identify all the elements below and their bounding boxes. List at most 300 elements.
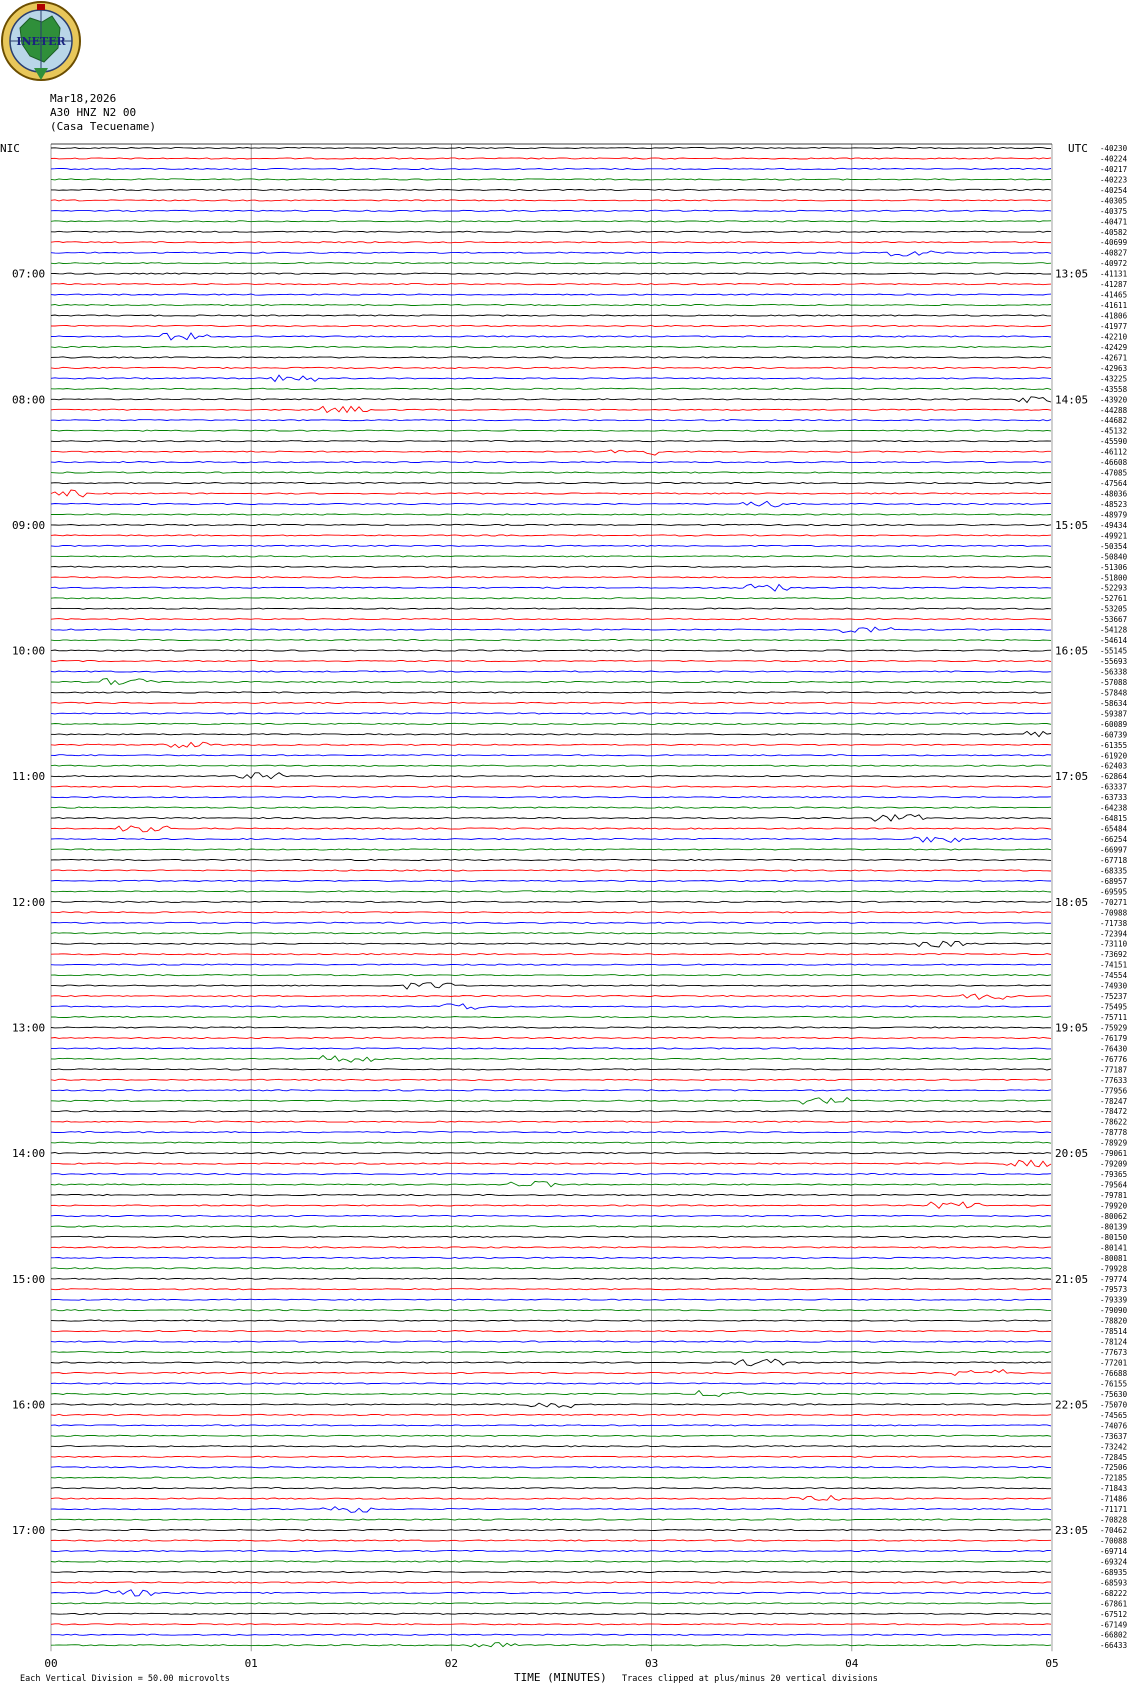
trace-offset-label: -45590 bbox=[1100, 437, 1128, 447]
trace-offset-label: -68957 bbox=[1100, 876, 1128, 886]
trace-row bbox=[51, 1582, 1051, 1583]
trace-row bbox=[51, 723, 1051, 724]
trace-row bbox=[51, 524, 1051, 525]
trace-offset-label: -75237 bbox=[1100, 992, 1128, 1002]
trace-offset-label: -78247 bbox=[1100, 1096, 1128, 1106]
trace-offset-label: -68593 bbox=[1100, 1578, 1128, 1588]
x-tick-label: 03 bbox=[644, 1657, 659, 1671]
trace-offset-label: -54614 bbox=[1100, 636, 1128, 646]
trace-row bbox=[51, 420, 1051, 421]
trace-row bbox=[51, 941, 1051, 947]
trace-row bbox=[51, 284, 1051, 285]
trace-row bbox=[51, 826, 1051, 832]
trace-row bbox=[51, 1257, 1051, 1258]
trace-row bbox=[51, 1467, 1051, 1468]
trace-row bbox=[51, 1331, 1051, 1332]
trace-offset-label: -41806 bbox=[1100, 311, 1128, 321]
trace-offset-label: -73110 bbox=[1100, 939, 1128, 949]
logo-text: INETER bbox=[16, 35, 66, 48]
trace-row bbox=[51, 514, 1051, 515]
right-timezone-label: UTC bbox=[1068, 142, 1088, 155]
trace-row bbox=[51, 263, 1051, 264]
x-tick-label: 01 bbox=[244, 1657, 258, 1671]
trace-offset-label: -50354 bbox=[1100, 541, 1128, 551]
trace-row bbox=[51, 954, 1051, 955]
trace-row bbox=[51, 556, 1051, 557]
trace-offset-label: -42671 bbox=[1100, 353, 1128, 363]
trace-offset-label: -48036 bbox=[1100, 489, 1128, 499]
trace-offset-label: -46608 bbox=[1100, 458, 1128, 468]
trace-offset-label: -74565 bbox=[1100, 1410, 1128, 1420]
trace-offset-label: -74151 bbox=[1100, 960, 1128, 970]
trace-row bbox=[51, 815, 1051, 822]
trace-row bbox=[51, 1226, 1051, 1227]
trace-row bbox=[51, 1435, 1051, 1436]
trace-offset-label: -60089 bbox=[1100, 719, 1128, 729]
trace-offset-label: -64238 bbox=[1100, 803, 1128, 813]
trace-row bbox=[51, 1268, 1051, 1269]
trace-offset-label: -68335 bbox=[1100, 866, 1128, 876]
trace-offset-label: -74554 bbox=[1100, 971, 1128, 981]
trace-offset-label: -40582 bbox=[1100, 227, 1128, 237]
trace-offset-label: -78472 bbox=[1100, 1107, 1128, 1117]
trace-offset-label: -55693 bbox=[1100, 657, 1128, 667]
trace-row bbox=[51, 1111, 1051, 1112]
trace-row bbox=[51, 1069, 1051, 1070]
trace-offset-label: -72845 bbox=[1100, 1452, 1128, 1462]
trace-row bbox=[51, 807, 1051, 808]
right-hour-label: 17:05 bbox=[1055, 770, 1089, 784]
left-hour-label: 08:00 bbox=[12, 393, 46, 407]
trace-offset-label: -77187 bbox=[1100, 1065, 1128, 1075]
trace-offset-label: -64815 bbox=[1100, 814, 1128, 824]
trace-offset-label: -72506 bbox=[1100, 1463, 1128, 1473]
trace-offset-label: -60739 bbox=[1100, 730, 1128, 740]
trace-offset-label: -41131 bbox=[1100, 269, 1128, 279]
trace-row bbox=[51, 1643, 1051, 1647]
right-hour-label: 13:05 bbox=[1055, 267, 1089, 281]
trace-row bbox=[51, 273, 1051, 274]
header-date: Mar18,2026 bbox=[50, 92, 117, 105]
trace-row bbox=[51, 1341, 1051, 1342]
trace-offset-label: -80081 bbox=[1100, 1253, 1128, 1263]
trace-row bbox=[51, 1507, 1051, 1513]
trace-row bbox=[51, 566, 1051, 567]
trace-row bbox=[51, 1561, 1051, 1562]
trace-row bbox=[51, 742, 1051, 748]
trace-offset-label: -54128 bbox=[1100, 625, 1128, 635]
left-hour-label: 09:00 bbox=[12, 518, 46, 532]
trace-offset-label: -70828 bbox=[1100, 1515, 1128, 1525]
trace-row bbox=[51, 1079, 1051, 1080]
trace-offset-label: -44288 bbox=[1100, 405, 1128, 415]
trace-row bbox=[51, 1174, 1051, 1175]
trace-offset-label: -80150 bbox=[1100, 1232, 1128, 1242]
trace-row bbox=[51, 200, 1051, 201]
trace-row bbox=[51, 1048, 1051, 1049]
footer-clip-note: Traces clipped at plus/minus 20 vertical divisions bbox=[622, 1674, 878, 1685]
trace-offset-label: -40224 bbox=[1100, 154, 1128, 164]
trace-offset-label: -63337 bbox=[1100, 782, 1128, 792]
trace-row bbox=[51, 837, 1051, 842]
trace-row bbox=[51, 462, 1051, 463]
trace-row bbox=[51, 1194, 1051, 1195]
trace-offset-label: -78929 bbox=[1100, 1138, 1128, 1148]
trace-offset-label: -40230 bbox=[1100, 144, 1128, 153]
trace-row bbox=[51, 1142, 1051, 1143]
trace-offset-label: -69324 bbox=[1100, 1557, 1128, 1567]
trace-offset-label: -45132 bbox=[1100, 426, 1128, 436]
trace-offset-label: -71171 bbox=[1100, 1505, 1128, 1515]
trace-row bbox=[51, 294, 1051, 295]
right-hour-label: 15:05 bbox=[1055, 518, 1089, 532]
trace-offset-label: -75495 bbox=[1100, 1002, 1128, 1012]
trace-offset-label: -79339 bbox=[1100, 1295, 1128, 1305]
trace-row bbox=[51, 994, 1051, 999]
trace-row bbox=[51, 1540, 1051, 1541]
trace-offset-label: -43225 bbox=[1100, 374, 1128, 384]
trace-row bbox=[51, 1160, 1051, 1166]
right-hour-label: 23:05 bbox=[1055, 1524, 1089, 1538]
trace-row bbox=[51, 1121, 1051, 1122]
trace-row bbox=[51, 1236, 1051, 1237]
trace-row bbox=[51, 1477, 1051, 1478]
trace-row bbox=[51, 333, 1051, 340]
x-tick-label: 00 bbox=[44, 1657, 58, 1671]
trace-row bbox=[51, 1352, 1051, 1353]
header-station: A30 HNZ N2 00 bbox=[50, 106, 137, 119]
trace-row bbox=[51, 880, 1051, 881]
trace-offset-label: -41287 bbox=[1100, 280, 1128, 290]
trace-row bbox=[51, 441, 1051, 442]
trace-offset-label: -78820 bbox=[1100, 1316, 1128, 1326]
trace-offset-label: -49921 bbox=[1100, 531, 1128, 541]
trace-offset-label: -40375 bbox=[1100, 206, 1128, 216]
trace-row bbox=[51, 1056, 1051, 1063]
trace-offset-label: -48979 bbox=[1100, 510, 1128, 520]
trace-row bbox=[51, 375, 1051, 381]
trace-row bbox=[51, 1391, 1051, 1397]
trace-row bbox=[51, 640, 1051, 641]
trace-offset-label: -52293 bbox=[1100, 583, 1128, 593]
trace-row bbox=[51, 679, 1051, 685]
right-hour-label: 22:05 bbox=[1055, 1398, 1089, 1412]
trace-offset-label: -70271 bbox=[1100, 897, 1128, 907]
trace-offset-label: -79209 bbox=[1100, 1159, 1128, 1169]
trace-offset-label: -51800 bbox=[1100, 573, 1128, 583]
trace-row bbox=[51, 1590, 1051, 1596]
trace-row bbox=[51, 765, 1051, 766]
trace-row bbox=[51, 731, 1051, 736]
trace-offset-label: -66997 bbox=[1100, 845, 1128, 855]
trace-row bbox=[51, 1247, 1051, 1248]
trace-row bbox=[51, 983, 1051, 989]
trace-row bbox=[51, 242, 1051, 243]
trace-row bbox=[51, 912, 1051, 913]
trace-offset-label: -76430 bbox=[1100, 1044, 1128, 1054]
trace-row bbox=[51, 577, 1051, 578]
trace-offset-label: -70462 bbox=[1100, 1526, 1128, 1536]
trace-row bbox=[51, 158, 1051, 159]
right-hour-label: 20:05 bbox=[1055, 1147, 1089, 1161]
trace-row bbox=[51, 901, 1051, 902]
trace-row bbox=[51, 346, 1051, 347]
trace-row bbox=[51, 1310, 1051, 1311]
trace-row bbox=[51, 1370, 1051, 1376]
trace-row bbox=[51, 891, 1051, 892]
trace-offset-label: -78514 bbox=[1100, 1327, 1128, 1337]
trace-offset-label: -74076 bbox=[1100, 1421, 1128, 1431]
trace-offset-label: -77956 bbox=[1100, 1086, 1128, 1096]
trace-offset-label: -41611 bbox=[1100, 301, 1128, 311]
trace-offset-label: -40217 bbox=[1100, 164, 1128, 174]
trace-offset-label: -75929 bbox=[1100, 1023, 1128, 1033]
trace-offset-label: -76776 bbox=[1100, 1054, 1128, 1064]
trace-offset-label: -50840 bbox=[1100, 552, 1128, 562]
trace-offset-label: -67861 bbox=[1100, 1599, 1128, 1609]
trace-offset-label: -77673 bbox=[1100, 1348, 1128, 1358]
trace-offset-label: -80139 bbox=[1100, 1222, 1128, 1232]
trace-row bbox=[51, 1016, 1051, 1017]
trace-offset-label: -75630 bbox=[1100, 1389, 1128, 1399]
trace-offset-label: -66802 bbox=[1100, 1630, 1128, 1640]
trace-offset-label: -42429 bbox=[1100, 342, 1128, 352]
trace-offset-label: -68935 bbox=[1100, 1567, 1128, 1577]
trace-row bbox=[51, 397, 1051, 403]
trace-offset-label: -40699 bbox=[1100, 238, 1128, 248]
trace-offset-label: -72394 bbox=[1100, 929, 1128, 939]
trace-offset-label: -66433 bbox=[1100, 1641, 1128, 1651]
trace-offset-label: -73692 bbox=[1100, 950, 1128, 960]
trace-row bbox=[51, 786, 1051, 787]
trace-row bbox=[51, 1496, 1051, 1501]
trace-offset-label: -58634 bbox=[1100, 698, 1128, 708]
trace-offset-label: -71738 bbox=[1100, 918, 1128, 928]
trace-row bbox=[51, 221, 1051, 222]
trace-row bbox=[51, 315, 1051, 316]
trace-row bbox=[51, 231, 1051, 232]
left-hour-label: 11:00 bbox=[12, 770, 46, 784]
trace-offset-label: -72185 bbox=[1100, 1473, 1128, 1483]
trace-offset-label: -77201 bbox=[1100, 1358, 1128, 1368]
trace-row bbox=[51, 1037, 1051, 1038]
trace-row bbox=[51, 1299, 1051, 1300]
trace-offset-label: -57848 bbox=[1100, 688, 1128, 698]
trace-row bbox=[51, 1613, 1051, 1614]
trace-offset-label: -55145 bbox=[1100, 646, 1128, 656]
trace-row bbox=[51, 1098, 1051, 1105]
trace-row bbox=[51, 179, 1051, 180]
trace-offset-label: -43558 bbox=[1100, 384, 1128, 394]
trace-offset-label: -79090 bbox=[1100, 1306, 1128, 1316]
trace-offset-label: -76155 bbox=[1100, 1379, 1128, 1389]
trace-row bbox=[51, 964, 1051, 965]
trace-offset-label: -61355 bbox=[1100, 740, 1128, 750]
trace-row bbox=[51, 305, 1051, 306]
trace-offset-label: -48523 bbox=[1100, 499, 1128, 509]
trace-row bbox=[51, 1202, 1051, 1208]
trace-row bbox=[51, 922, 1051, 923]
trace-offset-label: -40827 bbox=[1100, 248, 1128, 258]
traces bbox=[51, 147, 1051, 1646]
trace-offset-label: -43920 bbox=[1100, 395, 1128, 405]
right-hour-label: 19:05 bbox=[1055, 1021, 1089, 1035]
right-hour-label: 16:05 bbox=[1055, 644, 1089, 658]
trace-row bbox=[51, 1425, 1051, 1426]
trace-row bbox=[51, 189, 1051, 190]
trace-offset-label: -69714 bbox=[1100, 1546, 1128, 1556]
trace-row bbox=[51, 608, 1051, 609]
trace-offset-label: -66254 bbox=[1100, 835, 1128, 845]
trace-offset-label: -63733 bbox=[1100, 793, 1128, 803]
trace-row bbox=[51, 1181, 1051, 1186]
trace-row bbox=[51, 482, 1051, 483]
trace-offset-label: -62403 bbox=[1100, 761, 1128, 771]
trace-row bbox=[51, 1132, 1051, 1133]
trace-row bbox=[51, 933, 1051, 934]
trace-row bbox=[51, 1403, 1051, 1408]
trace-row bbox=[51, 660, 1051, 661]
trace-offset-label: -79573 bbox=[1100, 1285, 1128, 1295]
trace-row bbox=[51, 797, 1051, 798]
trace-offset-label: -76688 bbox=[1100, 1368, 1128, 1378]
trace-row bbox=[51, 406, 1051, 412]
trace-offset-label: -61920 bbox=[1100, 751, 1128, 761]
trace-offset-label: -47564 bbox=[1100, 479, 1128, 489]
trace-offset-label: -53667 bbox=[1100, 615, 1128, 625]
trace-row bbox=[51, 859, 1051, 860]
trace-offset-label: -42963 bbox=[1100, 363, 1128, 373]
trace-offset-label: -80062 bbox=[1100, 1211, 1128, 1221]
trace-offset-label: -46112 bbox=[1100, 447, 1128, 457]
trace-offset-label: -49434 bbox=[1100, 520, 1128, 530]
left-hour-label: 07:00 bbox=[12, 267, 46, 281]
trace-row bbox=[51, 702, 1051, 703]
trace-offset-label: -79774 bbox=[1100, 1274, 1128, 1284]
trace-row bbox=[51, 650, 1051, 651]
trace-row bbox=[51, 598, 1051, 599]
left-hour-label: 14:00 bbox=[12, 1147, 46, 1161]
trace-offset-label: -62864 bbox=[1100, 772, 1128, 782]
trace-offset-label: -79920 bbox=[1100, 1201, 1128, 1211]
trace-offset-label: -41977 bbox=[1100, 321, 1128, 331]
x-tick-label: 04 bbox=[845, 1657, 859, 1671]
right-hour-label: 21:05 bbox=[1055, 1272, 1089, 1286]
trace-row bbox=[51, 584, 1051, 591]
trace-offset-label: -70988 bbox=[1100, 908, 1128, 918]
trace-offset-label: -40254 bbox=[1100, 185, 1128, 195]
left-hour-label: 16:00 bbox=[12, 1398, 46, 1412]
trace-offset-label: -40223 bbox=[1100, 175, 1128, 185]
trace-row bbox=[51, 627, 1051, 632]
trace-offset-label: -67149 bbox=[1100, 1620, 1128, 1630]
trace-row bbox=[51, 490, 1051, 497]
trace-row bbox=[51, 1289, 1051, 1290]
trace-offset-label: -56338 bbox=[1100, 667, 1128, 677]
trace-row bbox=[51, 501, 1051, 507]
trace-offset-label: -79928 bbox=[1100, 1264, 1128, 1274]
trace-row bbox=[51, 168, 1051, 169]
trace-row bbox=[51, 1624, 1051, 1625]
trace-offset-label: -73637 bbox=[1100, 1431, 1128, 1441]
trace-offset-label: -75070 bbox=[1100, 1400, 1128, 1410]
trace-row bbox=[51, 1215, 1051, 1216]
trace-row bbox=[51, 430, 1051, 431]
trace-row bbox=[51, 1027, 1051, 1028]
trace-offset-label: -52761 bbox=[1100, 594, 1128, 604]
trace-row bbox=[51, 325, 1051, 326]
trace-offset-label: -41465 bbox=[1100, 290, 1128, 300]
trace-offset-label: -77633 bbox=[1100, 1075, 1128, 1085]
x-axis-title: TIME (MINUTES) bbox=[514, 1671, 607, 1685]
trace-row bbox=[51, 210, 1051, 211]
trace-row bbox=[51, 1004, 1051, 1010]
trace-row bbox=[51, 472, 1051, 473]
trace-offset-label: -71843 bbox=[1100, 1484, 1128, 1494]
trace-row bbox=[51, 1456, 1051, 1457]
trace-row bbox=[51, 1414, 1051, 1415]
trace-row bbox=[51, 1278, 1051, 1279]
trace-row bbox=[51, 1488, 1051, 1489]
trace-offset-label: -79061 bbox=[1100, 1149, 1128, 1159]
trace-row bbox=[51, 1529, 1051, 1530]
trace-row bbox=[51, 870, 1051, 871]
trace-offset-label: -78124 bbox=[1100, 1337, 1128, 1347]
trace-row bbox=[51, 1359, 1051, 1366]
trace-offset-label: -42210 bbox=[1100, 332, 1128, 342]
trace-offset-label: -40471 bbox=[1100, 217, 1128, 227]
trace-offset-label: -76179 bbox=[1100, 1033, 1128, 1043]
left-hour-label: 12:00 bbox=[12, 895, 46, 909]
trace-offset-label: -44682 bbox=[1100, 416, 1128, 426]
trace-row bbox=[51, 357, 1051, 358]
trace-offset-label: -47085 bbox=[1100, 468, 1128, 478]
trace-offset-label: -67718 bbox=[1100, 855, 1128, 865]
trace-offset-label: -67512 bbox=[1100, 1609, 1128, 1619]
trace-offset-label: -69595 bbox=[1100, 887, 1128, 897]
trace-row bbox=[51, 251, 1051, 256]
right-hour-label: 14:05 bbox=[1055, 393, 1089, 407]
x-tick-label: 02 bbox=[444, 1657, 459, 1671]
trace-row bbox=[51, 671, 1051, 672]
left-timezone-label: NIC bbox=[0, 142, 20, 155]
trace-offset-label: -74930 bbox=[1100, 981, 1128, 991]
trace-row bbox=[51, 1320, 1051, 1321]
left-hour-label: 13:00 bbox=[12, 1021, 46, 1035]
trace-offset-label: -51306 bbox=[1100, 562, 1128, 572]
x-tick-label: 05 bbox=[1045, 1657, 1059, 1671]
trace-row bbox=[51, 1571, 1051, 1572]
trace-row bbox=[51, 367, 1051, 368]
trace-row bbox=[51, 619, 1051, 620]
trace-offset-label: -75711 bbox=[1100, 1013, 1128, 1023]
trace-row bbox=[51, 1634, 1051, 1635]
trace-row bbox=[51, 1090, 1051, 1091]
trace-offset-label: -79365 bbox=[1100, 1170, 1128, 1180]
trace-row bbox=[51, 545, 1051, 546]
trace-offset-label: -40305 bbox=[1100, 196, 1128, 206]
left-hour-label: 10:00 bbox=[12, 644, 46, 658]
trace-row bbox=[51, 388, 1051, 389]
trace-offset-label: -78622 bbox=[1100, 1117, 1128, 1127]
left-hour-label: 15:00 bbox=[12, 1272, 46, 1286]
trace-offset-label: -73242 bbox=[1100, 1442, 1128, 1452]
trace-row bbox=[51, 1446, 1051, 1447]
trace-row bbox=[51, 1383, 1051, 1384]
trace-row bbox=[51, 535, 1051, 536]
trace-row bbox=[51, 713, 1051, 714]
trace-offset-label: -79781 bbox=[1100, 1191, 1128, 1200]
